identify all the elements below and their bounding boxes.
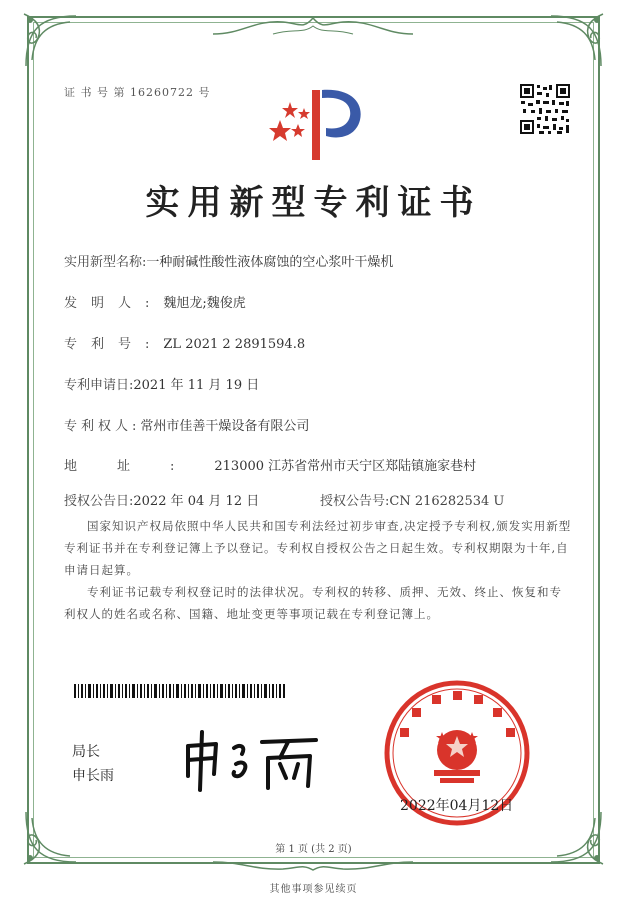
utility-model-name-row <box>64 251 393 270</box>
grant-number-label: 授权公告号: <box>320 494 390 509</box>
qr-code-icon <box>519 83 571 135</box>
grant-date-row <box>64 490 259 509</box>
seal-date: 2022年04月12日 <box>400 798 514 814</box>
filing-date-row <box>64 374 259 393</box>
address-row <box>64 455 476 474</box>
utility-model-name-value: 一种耐碱性酸性液体腐蚀的空心浆叶干燥机 <box>146 255 394 270</box>
patent-number-value: ZL 2021 2 2891594.8 <box>163 337 306 352</box>
patent-owner-value: 常州市佳善干燥设备有限公司 <box>140 419 310 434</box>
page-number: 第 1 页 (共 2 页) <box>275 844 352 855</box>
director-title: 局长 <box>72 744 100 760</box>
barcode-icon <box>74 684 286 698</box>
grant-number-row <box>320 490 504 509</box>
inventor-label: 发明人: <box>64 296 164 311</box>
grant-date-value: 2022 年 04 月 12 日 <box>133 494 260 509</box>
certificate-number: 证 书 号 第 16260722 号 <box>64 86 211 99</box>
patent-number-row <box>64 333 305 352</box>
director-block <box>72 740 114 788</box>
address-value: 213000 江苏省常州市天宁区郑陆镇施家巷村 <box>214 459 477 474</box>
patent-owner-label: 专利权人: <box>64 419 141 434</box>
patent-number-label: 专利号: <box>64 337 164 352</box>
patent-owner-row <box>64 415 309 434</box>
bottom-ornament-icon <box>213 858 413 872</box>
director-name: 申长雨 <box>72 768 114 784</box>
inventor-row <box>64 292 246 311</box>
inventor-value: 魏旭龙;魏俊虎 <box>163 296 246 311</box>
handwritten-signature-icon <box>176 724 326 794</box>
filing-date-value: 2021 年 11 月 19 日 <box>133 378 260 393</box>
footer-note: 其他事项参见续页 <box>269 884 358 895</box>
corner-ornament-icon <box>545 10 607 72</box>
address-label: 地址: <box>64 459 215 474</box>
filing-date-label: 专利申请日: <box>64 378 134 393</box>
corner-ornament-icon <box>20 10 82 72</box>
grant-date-label: 授权公告日: <box>64 494 134 509</box>
corner-ornament-icon <box>545 806 607 868</box>
grant-statement-paragraph: 国家知识产权局依照中华人民共和国专利法经过初步审查,决定授予专利权,颁发实用新型专利证书并在专利登记簿上予以登记。专利权自授权公告之日起生效。专利权期限为十年,自申请日起算。 <box>64 519 572 577</box>
certificate-title: 实用新型专利证书 <box>145 183 482 223</box>
corner-ornament-icon <box>20 806 82 868</box>
grant-number-value: CN 216282534 U <box>389 494 505 509</box>
utility-model-name-label: 实用新型名称: <box>64 255 147 270</box>
cnipa-logo-icon <box>260 80 370 164</box>
top-ornament-icon <box>213 14 413 40</box>
legal-status-paragraph: 专利证书记载专利权登记时的法律状况。专利权的转移、质押、无效、终止、恢复和专利权人的姓名或名称、国籍、地址变更等事项记载在专利登记簿上。 <box>64 585 562 621</box>
